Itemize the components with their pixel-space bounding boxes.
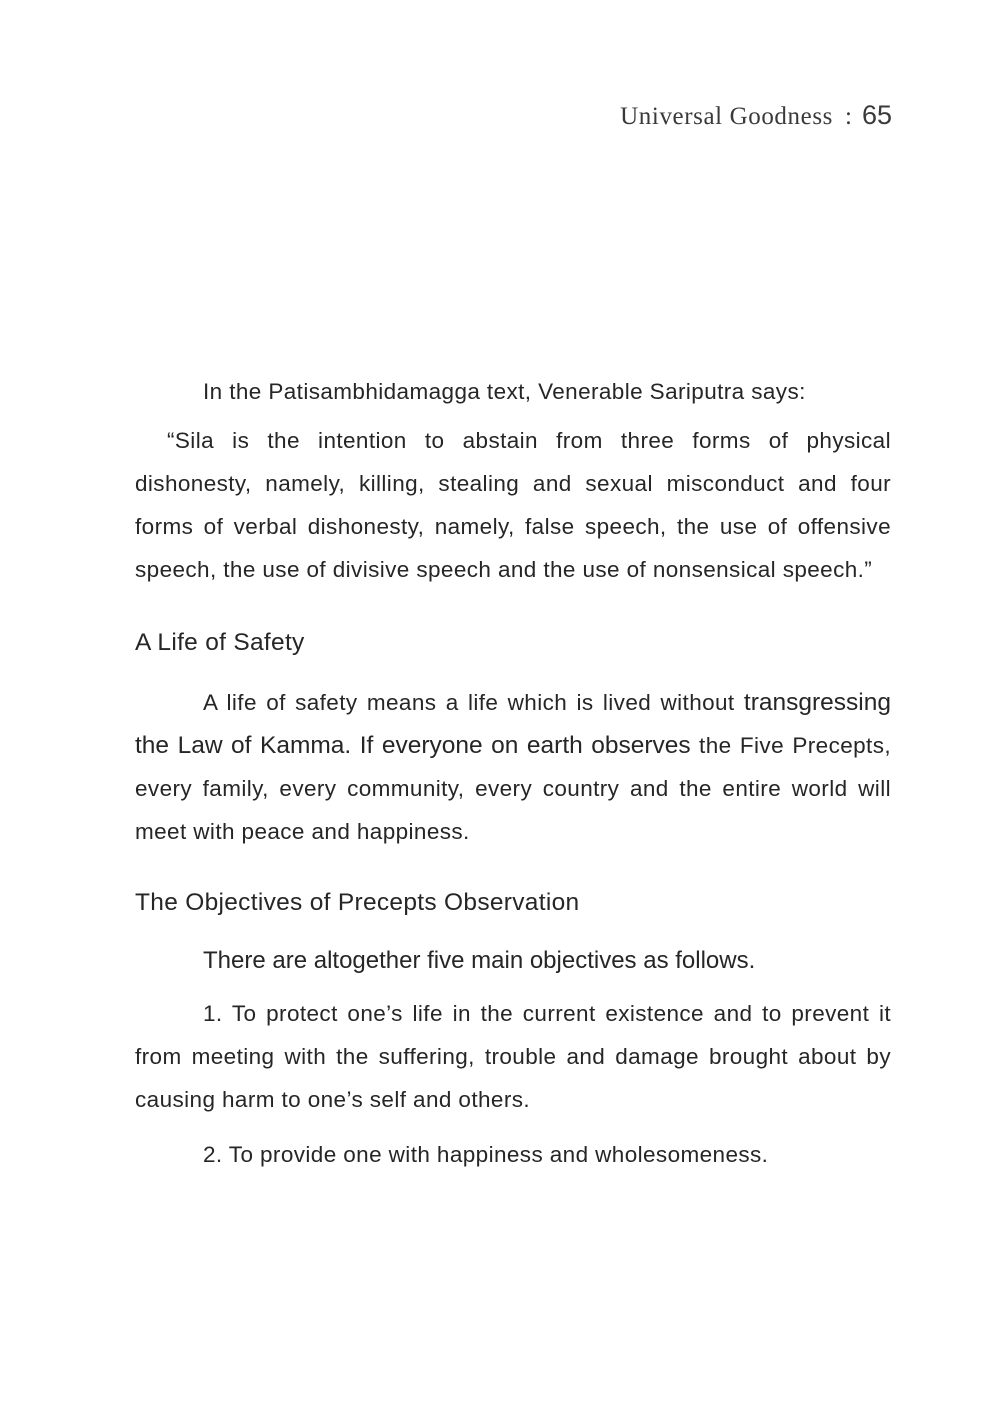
objectives-intro-paragraph: There are altogether five main objectives as follows. — [203, 947, 756, 974]
life-of-safety-text-a: A life of safety means a life which is lived without — [203, 690, 744, 715]
page-body — [135, 370, 891, 1176]
book-title: Universal Goodness — [620, 103, 833, 130]
intro-paragraph: In the Patisambhidamagga text, Venerable Sariputra says: — [203, 379, 806, 404]
section-heading-life-of-safety: A Life of Safety — [135, 629, 305, 656]
life-of-safety-text-c: the Five Precepts, every family, every community, every country and the entire world will meet with peace and happiness. — [135, 733, 891, 844]
objective-item-2: 2. To provide one with happiness and wholesomeness. — [203, 1142, 769, 1167]
section-heading-objectives: The Objectives of Precepts Observation — [135, 889, 580, 916]
header-separator: : — [845, 103, 852, 130]
page-number: 65 — [861, 100, 892, 130]
life-of-safety-text-b: transgressing the Law of Kamma. If everyone on earth observes — [135, 689, 891, 759]
running-header — [620, 100, 892, 131]
objective-item-1: 1. To protect one’s life in the current existence and to prevent it from meeting with the suffering, trouble and damage brought about by causing harm to one’s self and others. — [135, 1001, 891, 1112]
sila-quote-paragraph: “Sila is the intention to abstain from three forms of physical dishonesty, namely, killing, stealing and sexual misconduct and four forms of verbal dishonesty, namely, false speech, the use of offensive speech, the use of divisive speech and the use of nonsensical speech.” — [135, 428, 891, 582]
life-of-safety-paragraph — [135, 681, 891, 853]
